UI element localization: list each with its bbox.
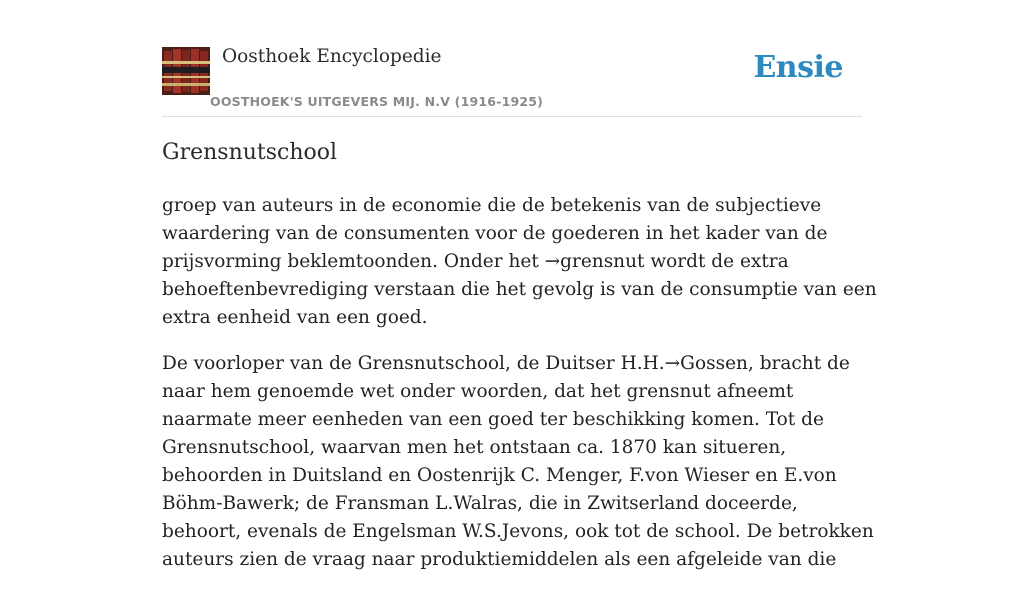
brand-logo[interactable]: Ensie [753,50,843,85]
paragraph: groep van auteurs in de economie die de betekenis van de subjectieve waardering van de consumenten voor de goederen in het kader van de prijsvorming beklemtoonden. Onder het →grensnut wordt de extra behoeftenbevrediging verstaan die het gevolg is van de consumptie van een extra eenheid van een goed. [162,195,877,328]
entry-body [162,192,882,592]
paragraph: De voorloper van de Grensnutschool, de Duitser H.H.→Gossen, bracht de naar hem genoemde wet onder woorden, dat het grensnut afneemt naarmate meer eenheden van een goed ter beschikking komen. Tot de Grensnutschool, waarvan men het ontstaan ca. 1870 kan situeren, behoorden in Duitsland en Oostenrijk C. Menger, F.von Wieser en E.von Böhm-Bawerk; de Fransman L.Walras, die in Zwitserland doceerde, behoort, evenals de Engelsman W.S.Jevons, ook tot de school. De betrokken auteurs zien de vraag naar produktiemiddelen als een afgeleide van die [162,353,874,570]
book-spines-icon[interactable] [162,47,210,95]
page-container [162,0,877,570]
entry-title: Grensnutschool [162,140,338,165]
source-title[interactable]: Oosthoek Encyclopedie [222,46,442,67]
source-header [162,0,862,117]
source-subtitle: OOSTHOEK'S UITGEVERS MIJ. N.V (1916-1925) [210,94,544,109]
